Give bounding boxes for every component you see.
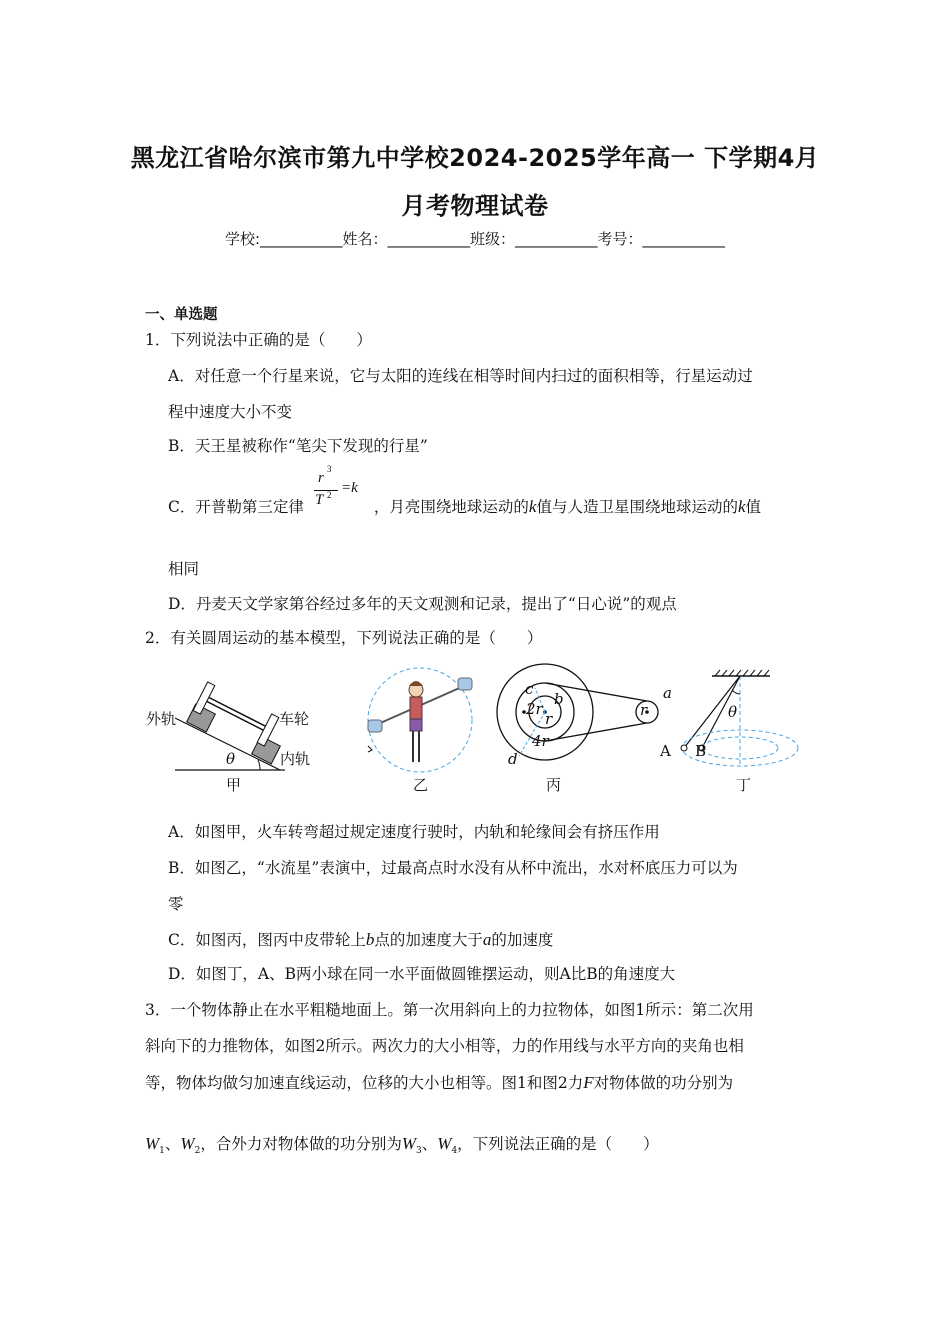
figure-ding-conical-pendulum — [660, 666, 810, 776]
label-theta: θ — [226, 750, 236, 768]
q2-option-a: A．如图甲，火车转弯超过规定速度行驶时，内轨和轮缘间会有挤压作用 — [168, 823, 660, 841]
q3-line3-content — [145, 1071, 733, 1093]
label-2r: 2r — [526, 700, 543, 718]
label-r: r — [545, 710, 553, 728]
q3-line4 — [145, 1132, 659, 1156]
q1-option-b: B．天王星被称作“笔尖下发现的行星” — [168, 437, 428, 455]
label-r-small: r — [640, 701, 648, 719]
q1-option-c-line1 — [168, 495, 761, 517]
q1-option-c-end: 值 — [745, 498, 762, 516]
q1-option-a-line2: 程中速度大小不变 — [168, 403, 293, 421]
q3-line2: 斜向下的力推物体，如图2所示。两次力的大小相等，力的作用线与水平方向的夹角也相 — [145, 1037, 744, 1055]
work-W4: W — [437, 1134, 452, 1153]
label-inner-rail: 内轨 — [280, 750, 311, 768]
label-ball-B: B — [695, 742, 707, 760]
q1-option-c-line2: 相同 — [168, 560, 200, 578]
q1-option-c-mid2: 值与人造卫星围绕地球运动的 — [536, 498, 738, 516]
caption-yi: 乙 — [413, 776, 429, 794]
q2-option-b-line2: 零 — [168, 895, 184, 913]
label-d: d — [508, 750, 518, 768]
k-symbol: k — [737, 497, 746, 516]
q1-option-c-mid: ，月亮围绕地球运动的 — [373, 498, 529, 516]
fraction-bar — [314, 490, 338, 491]
subscript-4: 4 — [451, 1146, 458, 1157]
formula-rhs: =k — [341, 480, 358, 496]
point-a: a — [482, 930, 492, 949]
work-W1: W — [145, 1134, 160, 1153]
q1-option-c-prefix: C．开普勒第三定律 — [168, 498, 304, 516]
formula-numerator-exponent: 3 — [327, 464, 332, 474]
caption-ding: 丁 — [736, 776, 752, 794]
caption-jia: 甲 — [226, 776, 242, 794]
label-b: b — [554, 690, 564, 708]
formula-numerator: r — [318, 470, 324, 486]
label-outer-rail: 外轨 — [146, 710, 177, 728]
label-c: c — [525, 680, 534, 698]
q2-option-d: D．如图丁，A、B两小球在同一水平面做圆锥摆运动，则A比B的角速度大 — [168, 965, 676, 983]
q3-line4-end: ，下列说法正确的是（ ） — [457, 1135, 659, 1153]
work-W3: W — [401, 1134, 417, 1153]
q2-option-c-prefix: C．如图丙，图丙中皮带轮上 — [168, 931, 366, 949]
label-theta-ding: θ — [728, 703, 738, 721]
q1-option-d: D．丹麦天文学家第谷经过多年的天文观测和记录，提出了“日心说”的观点 — [168, 595, 677, 613]
subscript-2: 2 — [194, 1146, 201, 1157]
force-F: F — [583, 1073, 594, 1092]
label-4r: 4r — [532, 732, 549, 750]
work-W2: W — [180, 1134, 195, 1153]
formula-denominator-exponent: 2 — [327, 490, 332, 500]
label-a: a — [663, 684, 672, 702]
student-info-line: 学校:___________姓名：___________班级：___________考号：___________ — [224, 230, 726, 248]
title-line-1: 黑龙江省哈尔滨市第九中学校2024-2025学年高一 下学期4月 — [130, 144, 820, 172]
q2-option-c — [168, 928, 553, 950]
separator: 、 — [164, 1135, 181, 1153]
caption-bing: 丙 — [546, 776, 562, 794]
q3-line1: 3．一个物体静止在水平粗糙地面上。第一次用斜向上的力拉物体，如图1所示：第二次用 — [145, 1001, 754, 1019]
q1-stem: 1．下列说法中正确的是（ ） — [145, 331, 372, 349]
label-ball-A: A — [660, 742, 671, 760]
q3-line3-end: 对物体做的功分别为 — [593, 1074, 734, 1092]
q3-line4-mid: ，合外力对物体做的功分别为 — [200, 1135, 402, 1153]
q2-option-c-end: 的加速度 — [491, 931, 554, 949]
k-symbol: k — [528, 497, 537, 516]
formula-denominator: T — [315, 492, 324, 508]
separator: 、 — [421, 1135, 438, 1153]
subscript-1: 1 — [159, 1146, 165, 1157]
q3-line3-prefix: 等，物体均做匀加速直线运动，位移的大小也相等。图1和图2力 — [145, 1074, 584, 1092]
q2-option-c-mid: 点的加速度大于 — [374, 931, 483, 949]
q1-option-a-line1: A．对任意一个行星来说，它与太阳的连线在相等时间内扫过的面积相等，行星运动过 — [168, 367, 753, 385]
section-heading: 一、单选题 — [145, 307, 218, 323]
title-line-2: 月考物理试卷 — [401, 192, 549, 220]
figure-bing-belt-pulley — [495, 660, 685, 770]
q2-stem: 2．有关圆周运动的基本模型，下列说法正确的是（ ） — [145, 629, 543, 647]
q2-option-b-line1: B．如图乙，“水流星”表演中，过最高点时水没有从杯中流出，水对杯底压力可以为 — [168, 859, 738, 877]
point-b: b — [365, 930, 375, 949]
subscript-3: 3 — [416, 1146, 422, 1157]
label-wheel: 车轮 — [279, 710, 310, 728]
figure-yi-water-meteor — [360, 664, 490, 776]
